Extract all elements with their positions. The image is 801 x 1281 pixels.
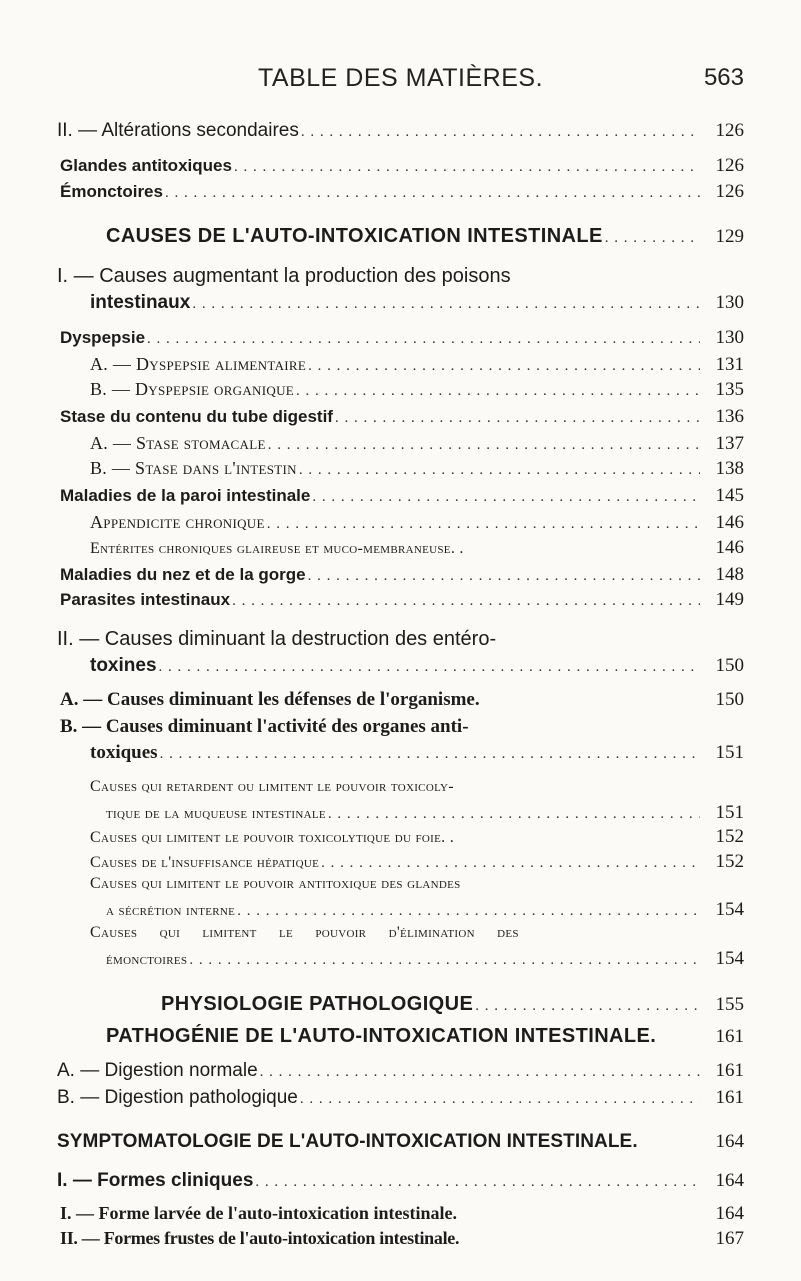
toc-entry-page: 161 [715, 1060, 744, 1081]
toc-entry [0, 1170, 801, 1192]
toc-entry-page: 150 [715, 655, 744, 676]
leader-dots [308, 358, 700, 375]
leader-dots [335, 410, 700, 427]
toc-entry-page: 146 [715, 537, 744, 558]
toc-entry-label: Maladies de la paroi intestinale [60, 486, 311, 505]
toc-entry-label: PATHOGÉNIE DE L'AUTO-INTOXICATION INTESTINALE. [106, 1025, 657, 1047]
leader-dots [268, 437, 700, 454]
toc-entry-label-line1: Causes qui limitent le pouvoir d'élimination des [90, 924, 519, 941]
toc-entry-page: 145 [715, 485, 744, 506]
toc-entry-page: 146 [715, 512, 744, 533]
toc-entry-page: 136 [715, 406, 744, 427]
leader-dots [299, 462, 700, 479]
toc-entry [0, 485, 801, 507]
toc-entry-page: 138 [715, 458, 744, 479]
toc-entry-page: 131 [715, 354, 744, 375]
toc-entry-label: PHYSIOLOGIE PATHOLOGIQUE [161, 993, 474, 1015]
toc-section-heading [0, 1025, 801, 1048]
toc-entry-page: 164 [715, 1170, 744, 1191]
leader-dots [267, 516, 700, 533]
toc-entry-label: Entérites chroniques glaireuse et muco-membraneuse. . [90, 540, 464, 557]
toc-entry-label: émonctoires [106, 951, 188, 968]
toc-entry-page: 130 [715, 292, 744, 313]
toc-entry-page: 155 [715, 994, 744, 1015]
toc-entry-page: 130 [715, 327, 744, 348]
toc-entry-label: Dyspepsie [60, 328, 146, 347]
leader-dots [165, 185, 700, 202]
toc-entry [0, 655, 801, 677]
toc-entry-label: I. — Forme larvée de l'auto-intoxication intestinale. [60, 1203, 457, 1223]
toc-section-heading [0, 225, 801, 248]
toc-entry-label-line1: Causes qui retardent ou limitent le pouvoir toxicoly- [90, 778, 454, 795]
toc-entry-page: 137 [715, 433, 744, 454]
toc-entry [0, 742, 801, 764]
toc-entry-label: II. — Altérations secondaires [57, 120, 299, 141]
toc-entry-page: 126 [715, 120, 744, 141]
toc-entry-label: A. — Causes diminuant les défenses de l'organisme. [60, 689, 480, 710]
toc-entry-label: I. — Formes cliniques [57, 1170, 254, 1191]
toc-entry-label: Causes de l'insuffisance hépatique [90, 854, 320, 871]
toc-entry-label: Causes qui limitent le pouvoir toxicolytique du foie. . [90, 829, 455, 846]
leader-dots [605, 230, 700, 247]
toc-entry-label: intestinaux [90, 292, 191, 313]
leader-dots [159, 659, 700, 676]
toc-entry-label: CAUSES DE L'AUTO-INTOXICATION INTESTINALE [106, 225, 603, 247]
toc-entry-page: 167 [715, 1228, 744, 1249]
toc-entry-page: 135 [715, 379, 744, 400]
toc-entry-page: 129 [715, 226, 744, 247]
toc-entry [0, 1203, 801, 1225]
toc-entry [0, 826, 801, 848]
leader-dots [160, 746, 700, 763]
page-number: 563 [703, 64, 744, 91]
toc-entry-page: 151 [715, 742, 744, 763]
toc-entry [0, 406, 801, 428]
toc-entry [0, 1060, 801, 1082]
leader-dots [255, 1174, 700, 1191]
toc-entry-label: II. — Formes frustes de l'auto-intoxication intestinale. [60, 1228, 460, 1248]
toc-entry [0, 354, 801, 376]
leader-dots [147, 331, 700, 348]
toc-entry [0, 292, 801, 314]
toc-entry [0, 537, 801, 559]
toc-entry-page: 164 [715, 1131, 744, 1152]
toc-entry [0, 564, 801, 586]
leader-dots [301, 124, 700, 141]
toc-entry [0, 948, 801, 970]
toc-entry-label-line1: Causes qui limitent le pouvoir antitoxique des glandes [90, 875, 461, 892]
toc-entry-page: 126 [715, 181, 744, 202]
leader-dots [237, 903, 700, 920]
toc-section-heading [0, 993, 801, 1016]
toc-entry-label: a sécrétion interne [106, 902, 236, 919]
toc-entry-page: 161 [715, 1087, 744, 1108]
toc-entry-label: Glandes antitoxiques [60, 156, 232, 175]
toc-entry [0, 851, 801, 873]
toc-entry-label: B. — Dyspepsie organique [90, 379, 294, 399]
toc-entry-page: 150 [715, 689, 744, 710]
toc-entry-label: Appendicite chronique [90, 512, 265, 532]
toc-entry-page: 152 [715, 851, 744, 872]
leader-dots [308, 568, 700, 585]
toc-entry [0, 458, 801, 480]
leader-dots [475, 998, 700, 1015]
toc-entry-page: 154 [715, 899, 744, 920]
toc-entry [0, 689, 801, 711]
leader-dots [260, 1064, 700, 1081]
toc-entry [0, 1228, 801, 1250]
toc-entry-label-line1: I. — Causes augmentant la production des poisons [57, 265, 511, 287]
toc-entry-page: 148 [715, 564, 744, 585]
leader-dots [232, 593, 700, 610]
toc-entry [0, 120, 801, 142]
leader-dots [234, 159, 700, 176]
leader-dots [312, 489, 700, 506]
toc-entry [0, 1087, 801, 1109]
toc-entry-label: A. — Digestion normale [57, 1060, 258, 1081]
toc-entry-label: Maladies du nez et de la gorge [60, 565, 306, 584]
toc-entry-label: Stase du contenu du tube digestif [60, 407, 333, 426]
toc-entry [0, 512, 801, 534]
toc-entry [0, 155, 801, 177]
toc-entry-label: toxines [90, 655, 157, 676]
toc-entry-page: 151 [715, 802, 744, 823]
leader-dots [192, 296, 700, 313]
toc-entry [0, 327, 801, 349]
toc-entry-page: 126 [715, 155, 744, 176]
toc-entry [0, 802, 801, 824]
toc-entry-label-line1: B. — Causes diminuant l'activité des organes anti- [60, 716, 469, 737]
toc-entry-label: toxiques [90, 742, 158, 763]
toc-entry-label: SYMPTOMATOLOGIE DE L'AUTO-INTOXICATION INTESTINALE. [57, 1131, 638, 1152]
toc-entry [0, 433, 801, 455]
toc-entry-label: Parasites intestinaux [60, 590, 231, 609]
toc-entry-page: 154 [715, 948, 744, 969]
leader-dots [328, 806, 700, 823]
toc-entry-label: tique de la muqueuse intestinale [106, 805, 326, 822]
toc-entry [0, 379, 801, 401]
toc-entry-label: B. — Stase dans l'intestin [90, 458, 297, 478]
toc-entry [0, 899, 801, 921]
leader-dots [321, 855, 700, 872]
page-title: TABLE DES MATIÈRES. [257, 64, 544, 92]
toc-entry-page: 164 [715, 1203, 744, 1224]
toc-entry-label: A. — Dyspepsie alimentaire [90, 354, 307, 374]
toc-entry-page: 152 [715, 826, 744, 847]
leader-dots [296, 383, 700, 400]
leader-dots [300, 1091, 700, 1108]
toc-entry [0, 589, 801, 611]
page-header [0, 64, 801, 98]
toc-entry [0, 181, 801, 203]
toc-entry-page: 161 [715, 1026, 744, 1047]
toc-entry-label: B. — Digestion pathologique [57, 1087, 298, 1108]
toc-section-heading [0, 1131, 801, 1153]
leader-dots [189, 952, 700, 969]
toc-entry-label-line1: II. — Causes diminuant la destruction des entéro- [57, 628, 497, 650]
toc-entry-label: Émonctoires [60, 182, 163, 201]
toc-entry-page: 149 [715, 589, 744, 610]
toc-entry-label: A. — Stase stomacale [90, 433, 266, 453]
